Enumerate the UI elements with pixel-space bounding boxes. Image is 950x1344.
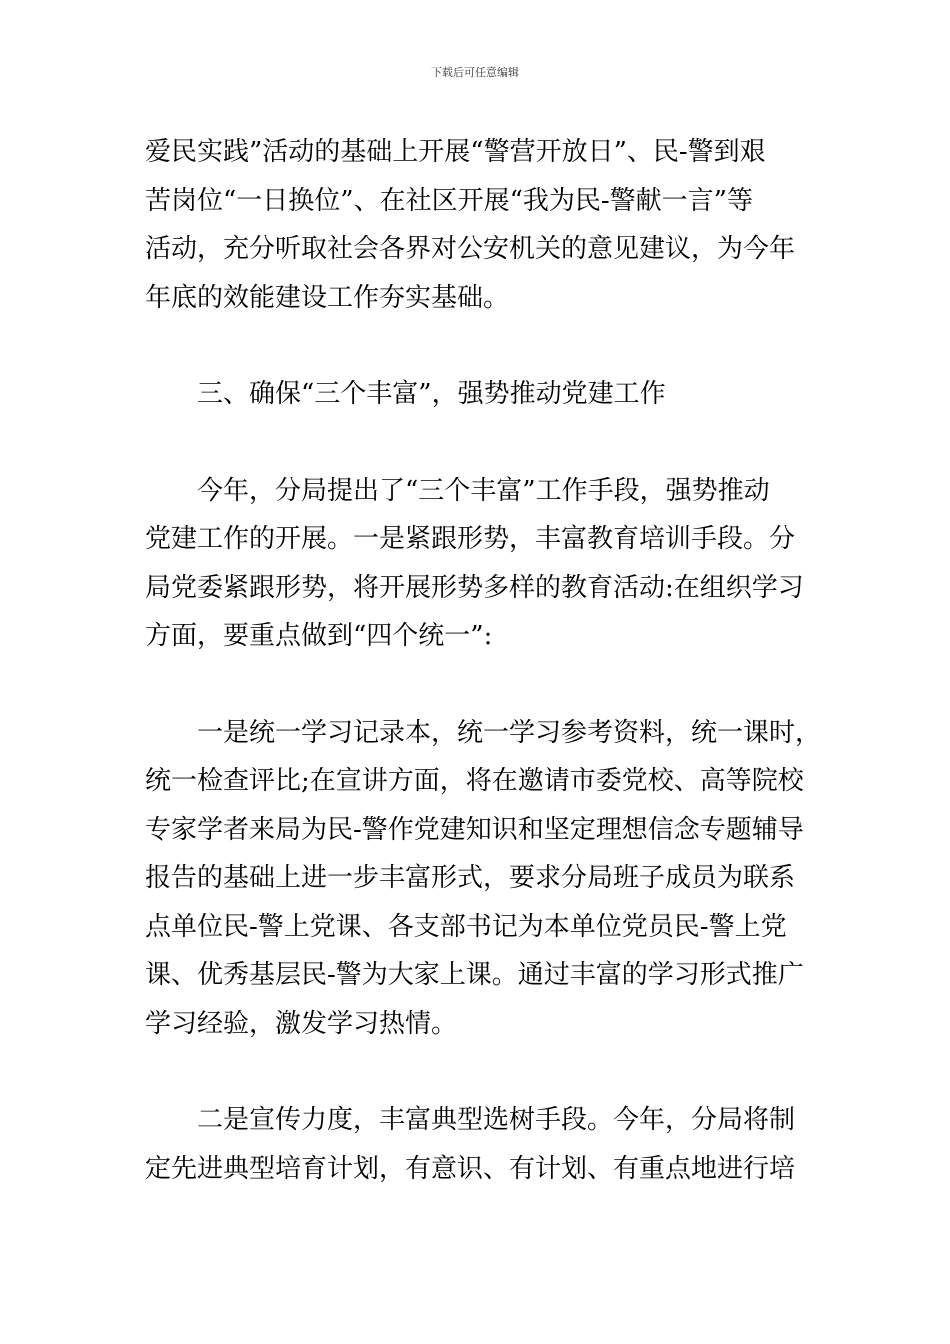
paragraph-gap: [145, 1048, 810, 1096]
text-line: 爱民实践”活动的基础上开展“警营开放日”、民-警到艰: [145, 137, 766, 167]
text-line: 报告的基础上进一步丰富形式，要求分局班子成员为联系: [145, 863, 796, 893]
document-body: [145, 128, 822, 1193]
text-line: 课、优秀基层民-警为大家上课。通过丰富的学习形式推广: [145, 960, 804, 990]
text-line: 党建工作的开展。一是紧跟形势，丰富教育培训手段。分: [145, 524, 796, 554]
paragraph-gap: [145, 419, 810, 467]
paragraph-4: [145, 709, 822, 1049]
text-line: 今年，分局提出了“三个丰富”工作手段，强势推动: [197, 475, 770, 506]
text-line: 定先进典型培育计划，有意识、有计划、有重点地进行培: [145, 1153, 796, 1184]
text-line: 苦岗位“一日换位”、在社区开展“我为民-警献一言”等: [145, 185, 753, 216]
paragraph-1: [145, 128, 810, 322]
text-line: 点单位民-警上党课、各支部书记为本单位党员民-警上党: [145, 911, 787, 942]
text-line: 二是宣传力度，丰富典型选树手段。今年，分局将制: [197, 1105, 796, 1135]
text-line: 专家学者来局为民-警作党建知识和坚定理想信念专题辅导: [145, 814, 804, 845]
text-line: 学习经验，激发学习热情。: [145, 1008, 458, 1039]
text-line: 年底的效能建设工作夯实基础。: [145, 282, 510, 313]
text-line: 方面，要重点做到“四个统一”:: [145, 621, 493, 651]
text-line: 局党委紧跟形势，将开展形势多样的教育活动:在组织学习: [145, 572, 804, 603]
section-heading: [145, 370, 810, 419]
paragraph-3: [145, 467, 810, 661]
text-line: 一是统一学习记录本，统一学习参考资料，统一课时，: [197, 717, 822, 748]
text-line: 三、确保“三个丰富”，强势推动党建工作: [197, 379, 666, 409]
paragraph-gap: [145, 661, 810, 709]
text-line: 活动，充分听取社会各界对公安机关的意见建议，为今年: [145, 234, 796, 264]
text-line: 统一检查评比;在宣讲方面，将在邀请市委党校、高等院校: [145, 766, 804, 796]
paragraph-gap: [145, 322, 810, 370]
page-header: 下载后可任意编辑: [431, 66, 519, 79]
paragraph-5: [145, 1096, 810, 1193]
